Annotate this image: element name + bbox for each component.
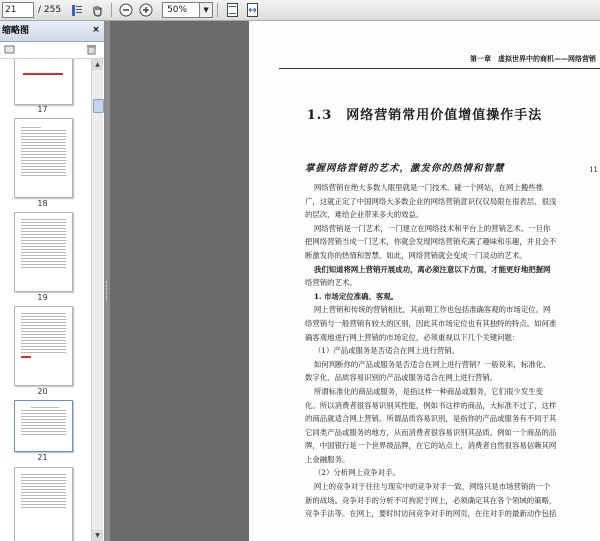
- running-head: 第一章 虚拟世界中的商机——网络营销: [470, 54, 596, 63]
- thumbnail-panel-title: 缩略图: [2, 26, 30, 36]
- text-line: 它同类产品或服务的地方，从而消费者很容易识别其品质。例如一个商品的品: [305, 427, 557, 437]
- fit-width-icon: [247, 3, 258, 17]
- zoom-in-button[interactable]: [137, 2, 155, 18]
- thumbnail-page-18[interactable]: [14, 118, 73, 198]
- zoom-level-select[interactable]: 50%: [162, 2, 200, 18]
- thumbnail-label: 19: [37, 293, 48, 302]
- text-line: 网络营销在绝大多数人眼里就是一门技术。碰一个网站，在网上搬些推: [313, 183, 543, 192]
- thumbnail-mark: [23, 73, 63, 75]
- text-line: （1）产品或服务是否适合在网上进行营销。: [313, 346, 460, 356]
- thumbnail-label: 18: [37, 199, 48, 208]
- text-line: 化。所以消费者很容易识别其性能，例如书这样的商品，大标准不过了，这样: [305, 400, 557, 410]
- text-line: 新的战场。竞争对手的分析不可拘泥于网上，必须确定其在各个领域的策略，: [305, 495, 557, 505]
- thumbnail-page-20[interactable]: [14, 306, 73, 386]
- thumbnail-label: 17: [37, 105, 48, 114]
- thumbnail-page-21[interactable]: [14, 400, 73, 452]
- trash-icon[interactable]: [86, 44, 97, 55]
- scroll-up-icon[interactable]: ▲: [92, 59, 103, 70]
- page-total: / 255: [38, 5, 62, 15]
- text-line: 数字化、品质容易识别的产品或服务适合在网上进行营销。: [305, 373, 498, 383]
- header-rule: [279, 68, 600, 69]
- text-line: 所谓标准化的商品或服务，是指这样一种商品或服务，它们很少发生变: [313, 386, 543, 396]
- thumbnail-page-17[interactable]: [14, 59, 73, 105]
- thumbnail-page-22[interactable]: [14, 467, 73, 541]
- text-line: 网上的竞争对于往往与现实中的竞争对手一致，网络只是市场营销的一个: [313, 482, 551, 492]
- page-number-input[interactable]: 21: [2, 2, 34, 18]
- text-line: （2）分析网上竞争对手。: [313, 468, 400, 478]
- fit-width-button[interactable]: [243, 2, 261, 18]
- text-line: 竞争手法等。在网上，要时时访问竞争对手的网页，在住对手的最新动作包括: [305, 509, 557, 519]
- thumbnail-scrollbar[interactable]: [91, 59, 103, 541]
- chevron-down-icon: ▼: [203, 6, 209, 14]
- fit-page-icon: [227, 3, 238, 17]
- toolbar-separator: [217, 3, 218, 17]
- thumbnail-list: [0, 59, 90, 541]
- section-title: 1.3 网络营销常用价值增值操作手法: [306, 108, 543, 123]
- select-tool-button[interactable]: [68, 2, 86, 18]
- fit-page-button[interactable]: [223, 2, 241, 18]
- text-line: 络营销的艺术。: [305, 278, 357, 288]
- thumbnail-mark: [21, 356, 31, 358]
- scrollbar-thumb[interactable]: [93, 99, 104, 113]
- zoom-in-icon: [139, 3, 153, 17]
- document-viewer: [110, 21, 600, 541]
- toolbar: [0, 0, 600, 21]
- text-line: 确客观地进行网上营销的市场定位，必须重视以下几个关键问题：: [305, 332, 520, 342]
- scroll-down-icon[interactable]: ▼: [92, 530, 103, 541]
- close-icon[interactable]: ×: [92, 25, 100, 35]
- zoom-out-button[interactable]: [117, 2, 135, 18]
- text-line: 把网络营销当成一门艺术，你就会发现网络营销充满了趣味和乐趣，并且会不: [305, 237, 557, 247]
- thumbnail-panel: [0, 21, 105, 541]
- text-line: 的层次，难给企业带来多大的效益。: [305, 210, 424, 220]
- text-line: 如何判断你的产品或服务是否适合在网上进行营销？一般说来，标准化、: [313, 359, 551, 369]
- thumbnail-page-19[interactable]: [14, 212, 73, 292]
- zoom-out-icon: [119, 3, 133, 17]
- thumbnail-tools: [0, 42, 104, 59]
- thumbnail-label: 20: [37, 387, 48, 396]
- text-line: 网络营销是一门艺术，一门建立在网络技术和平台上的营销艺术。一旦你: [313, 223, 551, 233]
- text-line: 断激发你的热情和智慧。如此，网络营销就会变成一门灵动的艺术。: [305, 250, 527, 260]
- text-line: 网上营销和传统的营销相比，其前期工作也包括准确客观的市场定位。网: [313, 305, 551, 315]
- text-line: 我们知道将网上营销开展成功，离必须注意以下方面，才能更好地把握网: [313, 264, 551, 274]
- subheading: 掌握网络营销的艺术，激发你的热情和智慧: [305, 163, 505, 174]
- text-line: 1. 市场定位准确、客观。: [313, 291, 399, 301]
- text-select-icon: [71, 4, 83, 17]
- document-page: [249, 21, 600, 541]
- text-line: 上金融服务。: [305, 454, 350, 464]
- body-text: [305, 181, 573, 521]
- text-line: 牌，中国银行是一个世界级品牌，在它的站点上，消费者自然很容易信赖其网: [305, 441, 557, 451]
- toolbar-separator: [111, 3, 112, 17]
- hand-tool-button[interactable]: [88, 2, 106, 18]
- hand-icon: [91, 4, 103, 17]
- margin-page-number: 11: [589, 166, 598, 174]
- text-line: 广，这就正定了中国网络大多数企业的网络营销意识仅仅局限在很表层、很浅: [305, 196, 557, 206]
- text-line: 的商品就适合网上营销。所谓品质容易识别，是指你的产品或服务有不同于其: [305, 414, 557, 424]
- zoom-dropdown-button[interactable]: [200, 2, 213, 18]
- thumbnail-panel-header: [0, 21, 104, 42]
- options-icon[interactable]: [4, 44, 15, 55]
- thumbnail-label: 21: [37, 453, 48, 462]
- text-line: 络营销与一般营销有较大的区别，因此其市场定位也有其独特的特点。如何准: [305, 318, 557, 328]
